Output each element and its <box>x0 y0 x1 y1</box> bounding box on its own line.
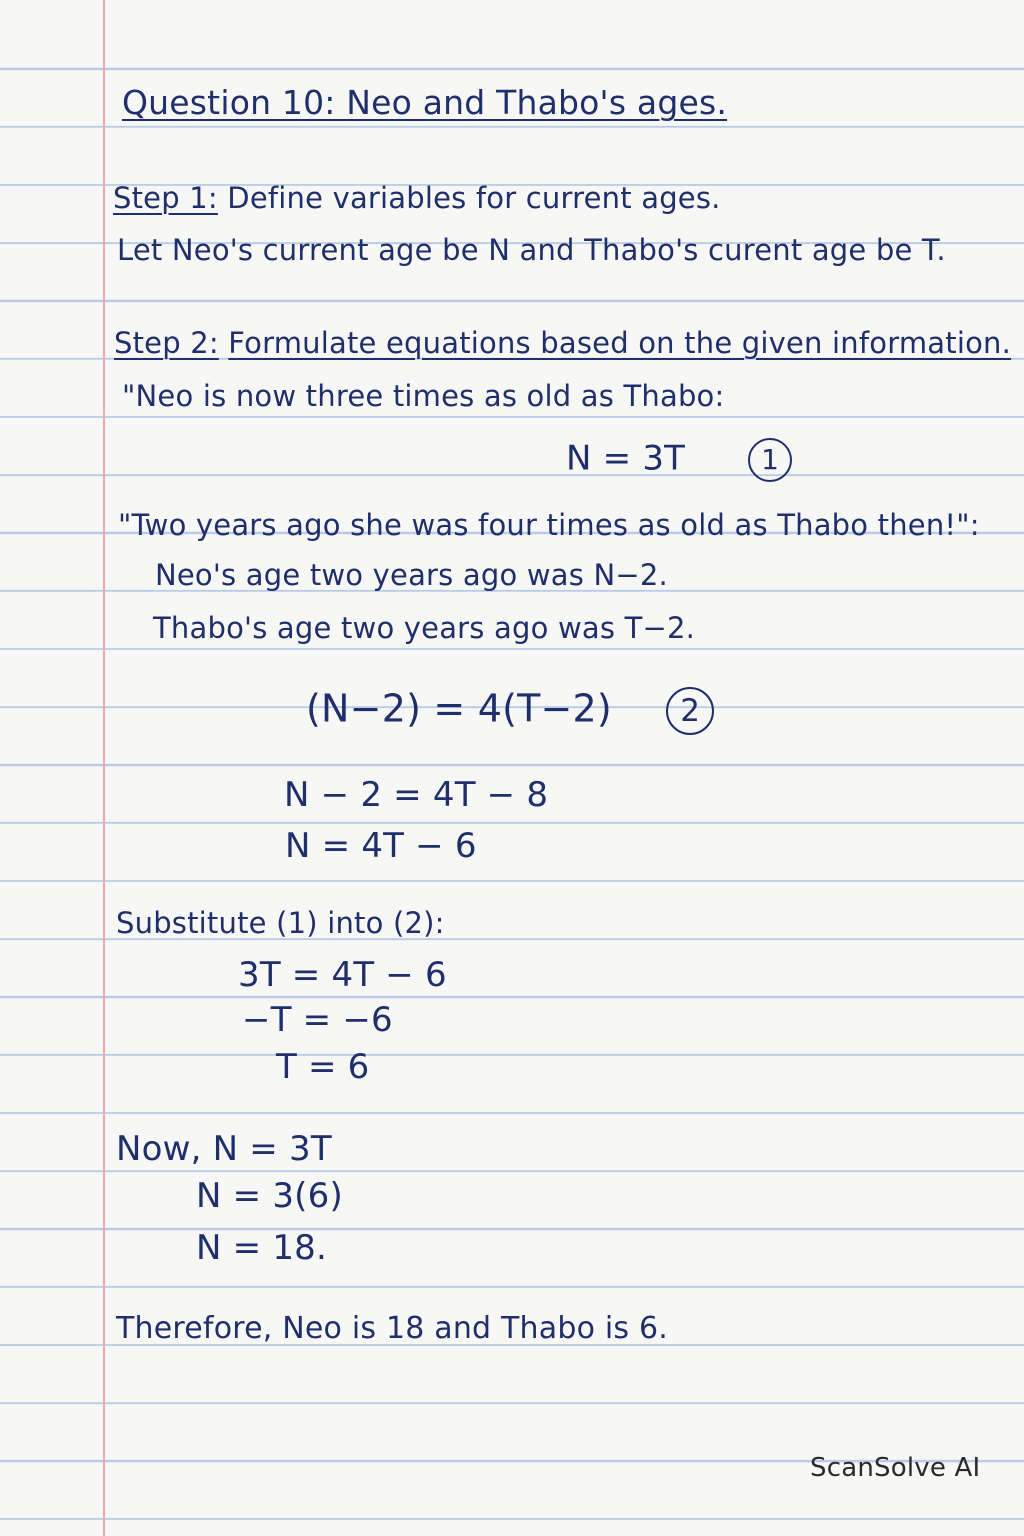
step2-heading-text: Formulate equations based on the given information. <box>228 326 1012 360</box>
paper-margin-line <box>103 0 105 1536</box>
question-title: Question 10: Neo and Thabo's ages. <box>122 83 728 122</box>
step2-heading <box>114 326 1012 360</box>
substitute-line-3: T = 6 <box>276 1047 370 1087</box>
neo-past-age: Neo's age two years ago was N−2. <box>155 558 668 592</box>
now-line-2: N = 3(6) <box>196 1176 343 1216</box>
scansolve-watermark: ScanSolve AI <box>810 1453 981 1483</box>
conclusion: Therefore, Neo is 18 and Thabo is 6. <box>116 1311 669 1346</box>
substitute-line-2: −T = −6 <box>242 1000 393 1040</box>
quote-four-times: "Two years ago she was four times as old as Thabo then!": <box>118 508 980 542</box>
step1-heading <box>113 181 721 215</box>
equation-2 <box>306 687 714 735</box>
equation-1-tag: 1 <box>748 438 792 482</box>
step1-label: Step 1: <box>113 181 218 215</box>
step1-text: Let Neo's current age be N and Thabo's curent age be T. <box>117 233 946 267</box>
substitute-line-1: 3T = 4T − 6 <box>238 955 447 995</box>
quote-three-times: "Neo is now three times as old as Thabo: <box>122 379 725 413</box>
equation-1 <box>566 438 792 482</box>
equation-2-tag: 2 <box>666 687 714 735</box>
thabo-past-age: Thabo's age two years ago was T−2. <box>153 611 696 645</box>
now-line-1: Now, N = 3T <box>116 1129 332 1169</box>
equation-2-text: (N−2) = 4(T−2) <box>306 686 612 731</box>
expand-line-1: N − 2 = 4T − 8 <box>284 775 549 815</box>
step2-label: Step 2: <box>114 326 219 360</box>
step1-heading-text: Define variables for current ages. <box>227 181 721 215</box>
now-line-3: N = 18. <box>196 1228 328 1268</box>
expand-line-2: N = 4T − 6 <box>285 826 477 866</box>
equation-1-text: N = 3T <box>566 438 686 479</box>
substitute-label: Substitute (1) into (2): <box>116 906 445 940</box>
